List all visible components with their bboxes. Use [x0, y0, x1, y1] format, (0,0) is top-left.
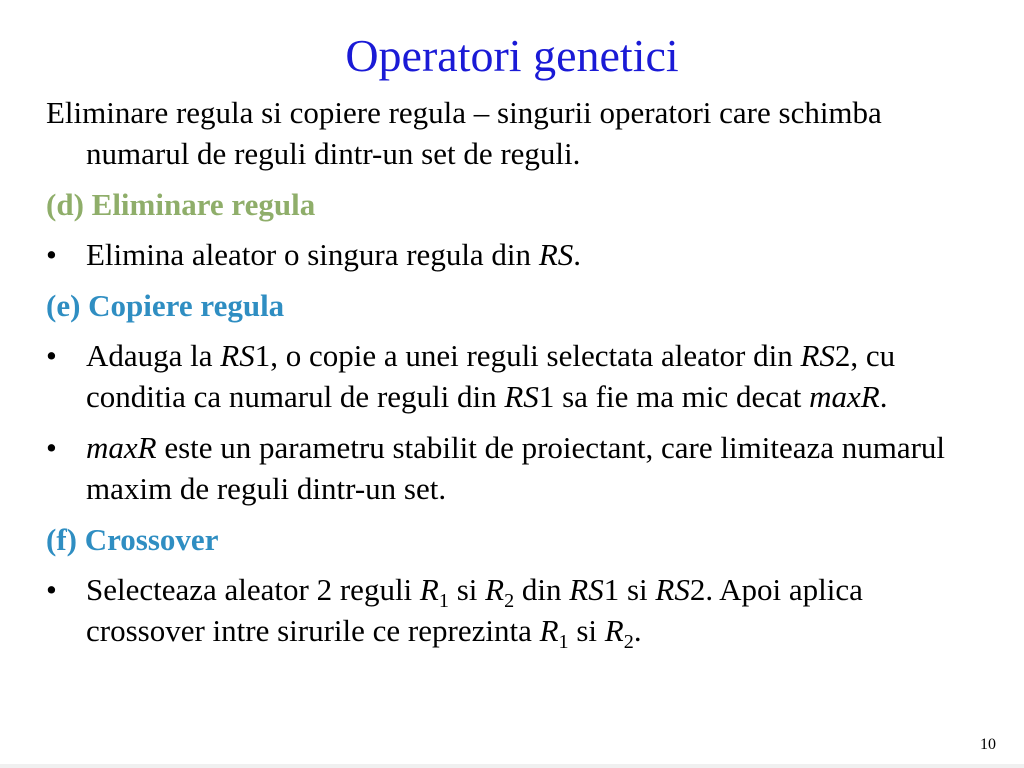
subscript: 1: [438, 590, 449, 613]
section-heading-f: (f) Crossover: [46, 522, 219, 557]
intro-line-1: Eliminare regula si copiere regula – singurii operatori care: [46, 95, 771, 130]
bullet-text: aplica crossover intre sirurile ce reprezinta: [86, 572, 863, 648]
rs-symbol: RS: [800, 338, 835, 373]
subscript: 1: [558, 631, 569, 654]
bullet-icon: •: [46, 237, 57, 272]
r-symbol: R: [485, 572, 505, 607]
slide-body: [46, 92, 986, 654]
subscript: 2: [623, 631, 634, 654]
subscript: 2: [504, 590, 515, 613]
rs-symbol: RS: [504, 379, 539, 414]
slide-title: Operatori genetici: [345, 30, 679, 81]
intro-paragraph: [46, 92, 986, 174]
bullet-text: 2, cu conditia ca numarul de reguli din: [86, 338, 896, 414]
bullet-text: ma mic decat: [636, 379, 810, 414]
section-heading-d: (d) Eliminare regula: [46, 187, 316, 222]
maxr-symbol: maxR: [809, 379, 880, 414]
bullet-text: 1 si: [603, 572, 656, 607]
bullet-text: Selecteaza aleator 2 reguli: [86, 572, 420, 607]
bullet-text: si: [568, 613, 605, 648]
bullet-text: Adauga la: [86, 338, 221, 373]
bullet-item-copy: [46, 335, 986, 417]
r-symbol: R: [419, 572, 439, 607]
bullet-item-crossover: [46, 569, 986, 654]
bullet-text: limiteaza numarul maxim de reguli dintr-un set.: [86, 430, 946, 506]
bottom-divider: [0, 764, 1024, 768]
bullet-text: din: [514, 572, 570, 607]
page-number: 10: [980, 736, 996, 753]
rs-symbol: RS: [538, 237, 574, 272]
bullet-text: si: [448, 572, 486, 607]
bullet-text: este un parametru stabilit de proiectant, care: [156, 430, 713, 465]
rs-symbol: RS: [569, 572, 604, 607]
bullet-text: .: [879, 379, 888, 414]
bullet-icon: •: [46, 572, 57, 607]
bullet-icon: •: [46, 338, 57, 373]
r-symbol: R: [604, 613, 624, 648]
bullet-text: din: [753, 338, 801, 373]
maxr-symbol: maxR: [86, 430, 157, 465]
bullet-text: .: [633, 613, 642, 648]
bullet-text: Elimina aleator o singura regula din: [86, 237, 539, 272]
bullet-text: 1, o copie a unei reguli selectata aleator: [254, 338, 746, 373]
bullet-item-eliminate: [46, 234, 986, 275]
section-heading-e: (e) Copiere regula: [46, 288, 285, 323]
rs-symbol: RS: [220, 338, 255, 373]
bullet-icon: •: [46, 430, 57, 465]
rs-symbol: RS: [655, 572, 690, 607]
bullet-text-end: .: [573, 237, 581, 272]
bullet-text: 2. Apoi: [689, 572, 782, 607]
bullet-item-maxr: [46, 427, 986, 509]
r-symbol: R: [539, 613, 559, 648]
intro-line-2: schimba numarul de reguli dintr-un set de reguli.: [86, 95, 882, 171]
bullet-text: 1 sa fie: [538, 379, 629, 414]
